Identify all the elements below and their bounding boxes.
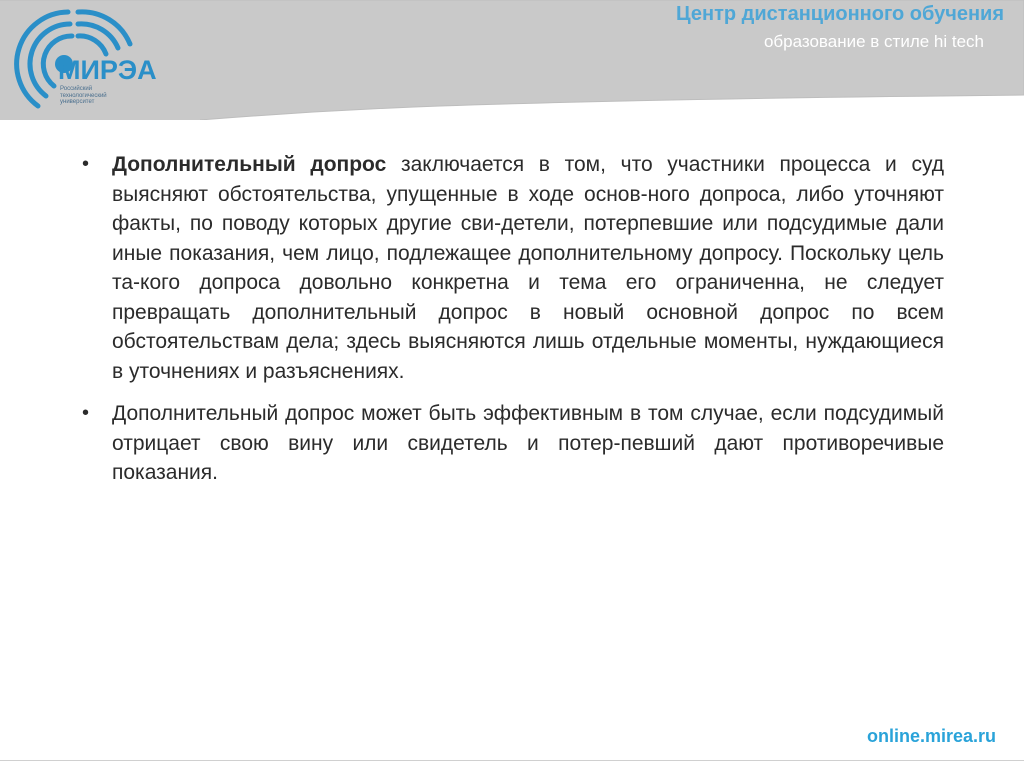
logo-caption: Российский технологический университет <box>60 86 107 105</box>
bullet-dot-icon: • <box>82 402 90 424</box>
bottom-divider <box>0 760 1024 761</box>
bullet-body: заключается в том, что участники процесса и суд выясняют обстоятельства, упущенные в ходе основ-ного допроса, либо уточняют факты, по поводу которых другие сви-детели, потерпевшие или подсудимые дали иные показания, чем лицо, подлежащее дополнительному допросу. Поскольку цель та-кого допроса довольно конкретна и тема его ограниченна, не следует превращать дополнительный допрос в новый основной допрос по всем обстоятельствам дела; здесь выясняются лишь отдельные моменты, нуждающиеся в уточнениях и разъяснениях. <box>112 153 944 383</box>
bullet-text <box>112 150 944 386</box>
bullet-item <box>82 150 944 386</box>
logo-wordmark: МИРЭА <box>58 55 157 85</box>
content-body <box>82 150 944 501</box>
bullet-text <box>112 399 944 488</box>
header-title: Центр дистанционного обучения <box>676 3 1004 25</box>
footer-url-link[interactable]: online.mirea.ru <box>866 726 996 746</box>
bullet-dot-icon: • <box>82 153 90 175</box>
bullet-body: Дополнительный допрос может быть эффективным в том случае, если подсудимый отрицает свою вину или свидетель и потер-певший дают противоречивые показания. <box>112 402 944 484</box>
bullet-bold-term: Дополнительный допрос <box>112 153 387 176</box>
header-subtitle: образование в стиле hi tech <box>763 32 984 51</box>
mirea-logo-icon <box>4 4 174 116</box>
bullet-item <box>82 399 944 488</box>
